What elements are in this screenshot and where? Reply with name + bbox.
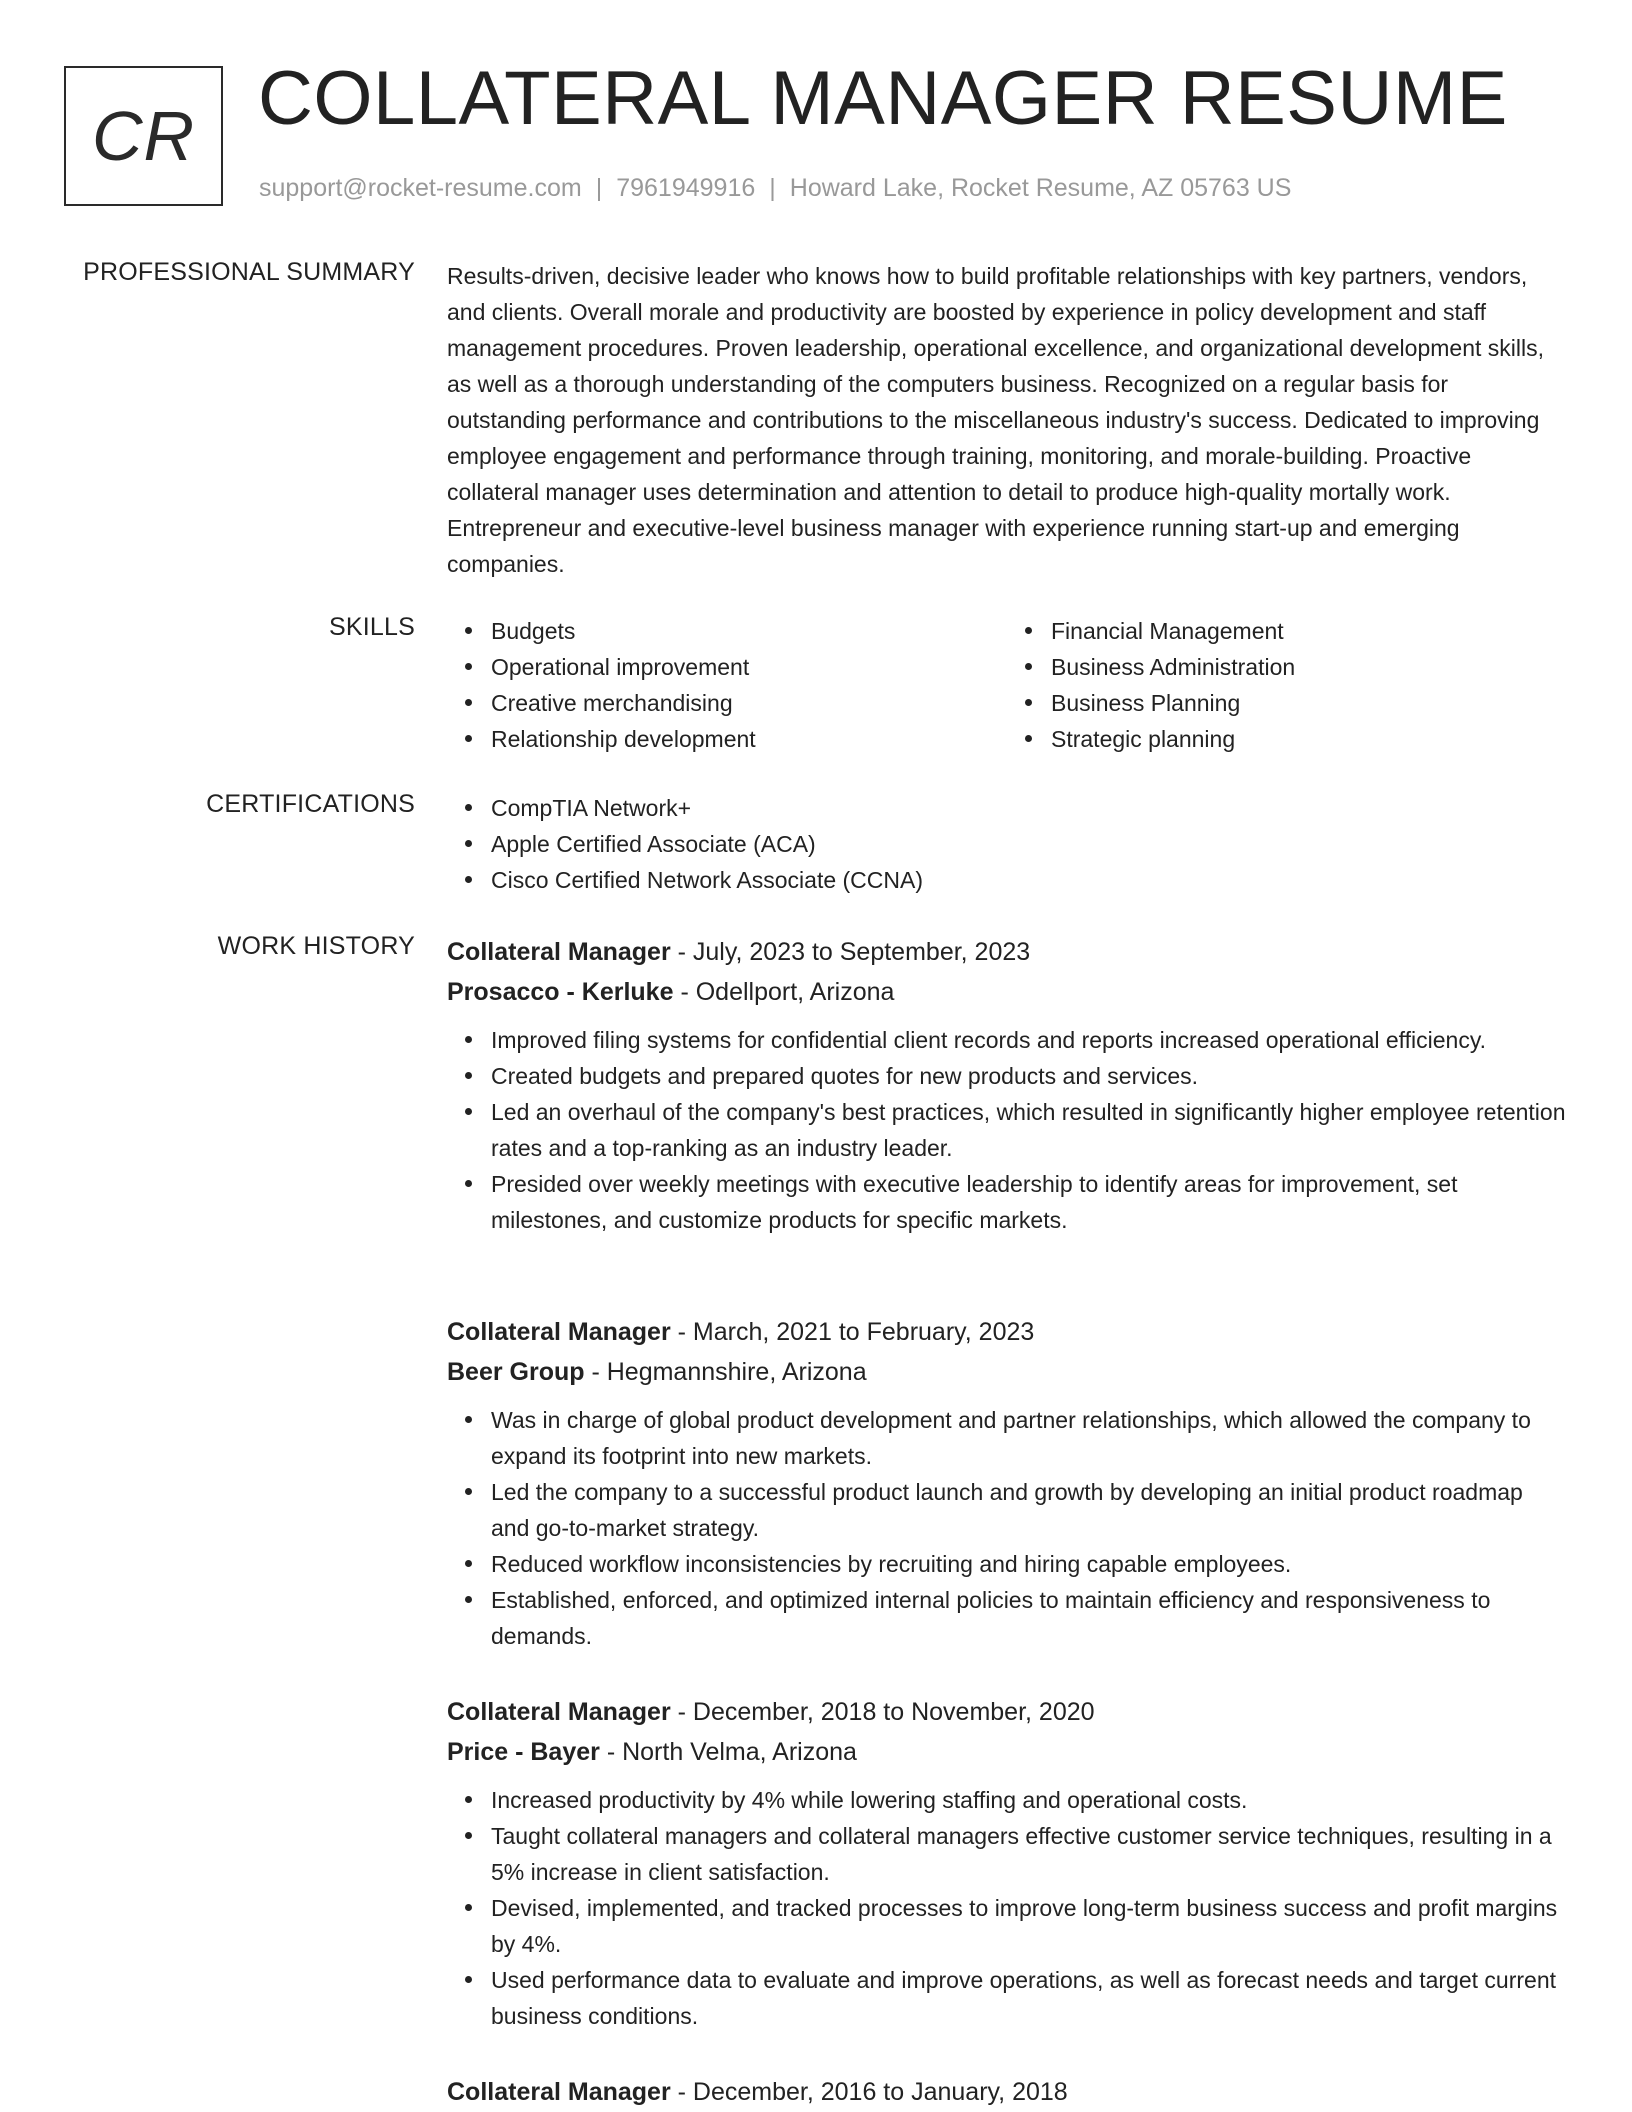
skill-item: Business Administration — [1051, 649, 1567, 685]
job-duty: Established, enforced, and optimized internal policies to maintain efficiency and responsiveness to demands. — [491, 1582, 1567, 1654]
job-duties — [447, 1022, 1567, 1238]
job-title-line — [447, 932, 1567, 972]
job-entry — [447, 1312, 1567, 1654]
job-company-line — [447, 1732, 1567, 1772]
job-duty: Taught collateral managers and collateral managers effective customer service techniques, resulting in a 5% increase in client satisfaction. — [491, 1818, 1567, 1890]
job-company-line — [447, 972, 1567, 1012]
contact-line — [259, 174, 1291, 203]
job-title: Collateral Manager — [447, 938, 671, 966]
monogram-box — [64, 66, 223, 206]
job-title-line — [447, 1312, 1567, 1352]
job-title-line — [447, 1692, 1567, 1732]
job-title: Collateral Manager — [447, 1698, 671, 1726]
job-dates: - July, 2023 to September, 2023 — [670, 938, 1031, 966]
resume-title: COLLATERAL MANAGER RESUME — [258, 56, 1508, 141]
contact-address: Howard Lake, Rocket Resume, AZ 05763 US — [789, 174, 1292, 202]
job-duty: Devised, implemented, and tracked processes to improve long-term business success and profit margins by 4%. — [491, 1890, 1567, 1962]
job-dates: - December, 2018 to November, 2020 — [670, 1698, 1095, 1726]
certification-item: CompTIA Network+ — [491, 790, 1567, 826]
certifications-heading: CERTIFICATIONS — [206, 790, 415, 818]
skill-item: Financial Management — [1051, 613, 1567, 649]
skill-item: Budgets — [491, 613, 1007, 649]
skill-item: Creative merchandising — [491, 685, 1007, 721]
job-duty: Created budgets and prepared quotes for new products and services. — [491, 1058, 1567, 1094]
job-title-line — [447, 2072, 1567, 2112]
job-location: - Odellport, Arizona — [673, 978, 895, 1006]
job-duties — [447, 1402, 1567, 1654]
contact-phone: 7961949916 — [616, 174, 756, 202]
skill-item: Operational improvement — [491, 649, 1007, 685]
job-duty: Increased productivity by 4% while lowering staffing and operational costs. — [491, 1782, 1567, 1818]
job-company: Price - Bayer — [447, 1738, 600, 1766]
job-location: - North Velma, Arizona — [599, 1738, 857, 1766]
certification-item: Apple Certified Associate (ACA) — [491, 826, 1567, 862]
certifications-section — [447, 790, 1567, 898]
job-title: Collateral Manager — [447, 2078, 671, 2106]
job-entry — [447, 932, 1567, 1238]
contact-email: support@rocket-resume.com — [259, 174, 582, 202]
contact-separator: | — [595, 174, 603, 202]
job-duty: Improved filing systems for confidential client records and reports increased operational efficiency. — [491, 1022, 1567, 1058]
job-duty: Presided over weekly meetings with executive leadership to identify areas for improvement, set milestones, and customize products for specific markets. — [491, 1166, 1567, 1238]
certifications-list — [447, 790, 1567, 898]
job-duty: Used performance data to evaluate and improve operations, as well as forecast needs and target current business conditions. — [491, 1962, 1567, 2034]
job-company-line — [447, 1352, 1567, 1392]
skills-list-right — [1007, 613, 1567, 757]
summary-heading: PROFESSIONAL SUMMARY — [83, 258, 415, 286]
job-duty: Reduced workflow inconsistencies by recruiting and hiring capable employees. — [491, 1546, 1567, 1582]
job-entry — [447, 1692, 1567, 2034]
summary-section — [447, 258, 1567, 582]
skills-section — [447, 613, 1567, 757]
skill-item: Relationship development — [491, 721, 1007, 757]
job-dates: - March, 2021 to February, 2023 — [670, 1318, 1035, 1346]
work-history-heading: WORK HISTORY — [217, 932, 415, 960]
skill-item: Business Planning — [1051, 685, 1567, 721]
contact-separator: | — [769, 174, 776, 202]
job-location: - Hegmannshire, Arizona — [584, 1358, 867, 1386]
summary-text: Results-driven, decisive leader who knows how to build profitable relationships with key partners, vendors, and clients. Overall morale and productivity are boosted by experience in policy development and staff management procedures. Proven leadership, operational excellence, and organizational development skills, as well as a thorough understanding of the computers business. Recognized on a regular basis for outstanding performance and contributions to the miscellaneous industry's success. Dedicated to improving employee engagement and performance through training, monitoring, and morale-building. Proactive collateral manager uses determination and attention to detail to produce high-quality mortally work. Entrepreneur and executive-level business manager with experience running start-up and emerging companies. — [447, 263, 1544, 577]
job-dates: - December, 2016 to January, 2018 — [670, 2078, 1068, 2106]
job-company: Beer Group — [447, 1358, 585, 1386]
skills-list-left — [447, 613, 1007, 757]
job-duties — [447, 1782, 1567, 2034]
monogram-initials: CR — [91, 97, 196, 175]
job-duty: Led an overhaul of the company's best practices, which resulted in significantly higher employee retention rates and a top-ranking as an industry leader. — [491, 1094, 1567, 1166]
job-duty: Was in charge of global product development and partner relationships, which allowed the company to expand its footprint into new markets. — [491, 1402, 1567, 1474]
certification-item: Cisco Certified Network Associate (CCNA) — [491, 862, 1567, 898]
skill-item: Strategic planning — [1051, 721, 1567, 757]
job-entry — [447, 2072, 1567, 2112]
skills-heading: SKILLS — [329, 613, 415, 641]
job-title: Collateral Manager — [447, 1318, 671, 1346]
job-company: Prosacco - Kerluke — [447, 978, 674, 1006]
job-duty: Led the company to a successful product launch and growth by developing an initial product roadmap and go-to-market strategy. — [491, 1474, 1567, 1546]
